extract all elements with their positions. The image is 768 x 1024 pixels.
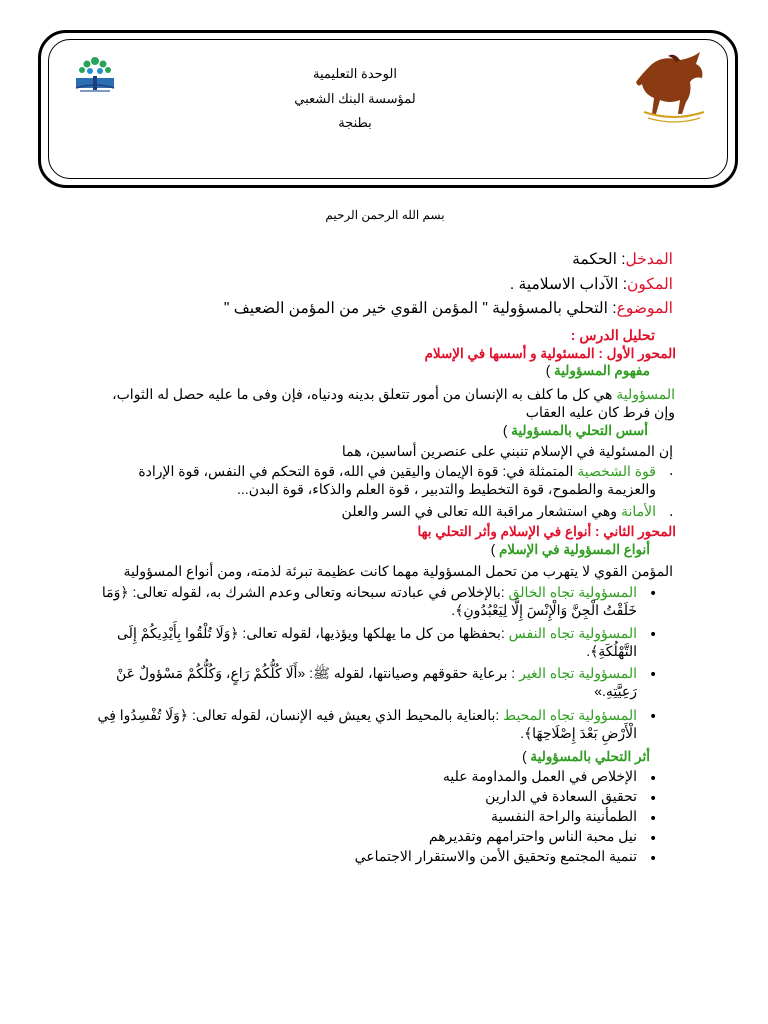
horse-emblem-logo: [634, 48, 714, 124]
type2-paragraph: [97, 624, 637, 660]
type1-paragraph: [97, 583, 637, 619]
effects-heading-text: أثر التحلي بالمسؤولية: [530, 749, 650, 764]
concept-paragraph: [75, 385, 675, 421]
strength-paragraph: [96, 462, 656, 498]
tree-book-logo: [72, 50, 118, 94]
effect-item: تنمية المجتمع وتحقيق الأمن والاستقرار الاجتماعي: [354, 848, 637, 864]
bases-intro: إن المسئولية في الإسلام تنبني على عنصرين أساسين، هما: [341, 443, 673, 459]
axis2-title: المحور الثاني : أنواع في الإسلام وأثر التحلي بها: [417, 524, 676, 539]
type1-text-2: خَلَقْتُ الْجِنَّ وَالْإِنْسَ إِلَّا لِيَعْبُدُونِ﴾.: [451, 602, 637, 618]
component-value: : الآداب الاسلامية .: [509, 276, 628, 293]
bases-heading-text: أسس التحلي بالمسؤولية: [511, 423, 648, 438]
bullet-dot: •: [649, 667, 658, 683]
types-heading: [491, 542, 650, 558]
bullet-dot: •: [649, 709, 658, 725]
strength-text-1: المتمثلة في: قوة الإيمان واليقين في الله، قوة التحكم في النفس، قوة الإرادة: [138, 463, 578, 479]
type4-paragraph: [97, 706, 637, 742]
header-inner-frame: [48, 39, 728, 179]
entry-value: : الحكمة: [572, 251, 626, 268]
institution-line-3: بطنجة: [338, 115, 372, 130]
bullet-dot: •: [649, 831, 658, 847]
trust-term: الأمانة: [620, 503, 656, 519]
entry-label: المدخل: [625, 251, 673, 268]
type2-term: المسؤولية تجاه النفس: [508, 625, 637, 641]
trust-text: وهي استشعار مراقبة الله تعالى في السر والعلن: [341, 503, 621, 519]
concept-text-1: هي كل ما كلف به الإنسان من أمور تتعلق بدينه ودنياه، فإن وفى ما عليه حصل له الثواب،: [112, 386, 617, 402]
type1-text-1: :بالإخلاص في عبادته سبحانه وتعالى وعدم الشرك به، لقوله تعالى: ﴿وَمَا: [101, 584, 509, 600]
effect-item: الإخلاص في العمل والمداومة عليه: [442, 768, 637, 784]
types-intro: المؤمن القوي لا يتهرب من تحمل المسؤولية مهما كانت عظيمة تبرئة لذمته، ومن أنواع المسؤولية: [123, 563, 673, 579]
effect-item: الطمأنينة والراحة النفسية: [490, 808, 637, 824]
bases-heading: [503, 423, 648, 439]
concept-heading-text: مفهوم المسؤولية: [554, 363, 650, 378]
type4-term: المسؤولية تجاه المحيط: [503, 707, 637, 723]
effects-heading-paren: ): [522, 749, 531, 764]
bullet-dot: .: [669, 504, 674, 520]
type1-term: المسؤولية تجاه الخالق: [508, 584, 637, 600]
type3-term: المسؤولية تجاه الغير: [519, 665, 637, 681]
institution-line-2: لمؤسسة البنك الشعبي: [294, 91, 416, 106]
header-frame: [38, 30, 738, 188]
bullet-dot: •: [649, 586, 658, 602]
effect-item: تحقيق السعادة في الدارين: [485, 788, 637, 804]
axis1-title: المحور الأول : المسئولية و أسسها في الإسلام: [424, 346, 676, 361]
institution-line-1: الوحدة التعليمية: [313, 66, 397, 81]
bullet-dot: •: [649, 771, 658, 787]
topic-value: : التحلي بالمسؤولية " المؤمن القوي خير من المؤمن الضعيف ": [223, 300, 617, 317]
type2-text-2: التَّهْلُكَةِ﴾.: [586, 643, 637, 659]
concept-heading: [546, 363, 650, 379]
effects-heading: [522, 749, 650, 765]
entry-line: [572, 250, 673, 269]
basmala: بسم الله الرحمن الرحيم: [325, 208, 445, 222]
type3-text-1: : برعاية حقوقهم وصيانتها، لقوله ﷺ: «أَلَا كُلُّكُمْ رَاعٍ، وَكُلُّكُمْ مَسْؤولٌ عَنْ: [115, 665, 520, 681]
bullet-dot: •: [649, 791, 658, 807]
concept-text-2: وإن فرط كان عليه العقاب: [525, 404, 675, 420]
type2-text-1: :بحفظها من كل ما يهلكها ويؤذيها، لقوله تعالى: ﴿وَلَا تُلْقُوا بِأَيْدِيكُمْ إِلَى: [117, 625, 509, 641]
type3-text-2: رَعِيَّتِهِ.»: [594, 683, 637, 699]
concept-term: المسؤولية: [616, 386, 675, 402]
bases-heading-paren: ): [502, 423, 512, 438]
trust-line: [342, 503, 656, 520]
type4-text-2: الْأَرْضِ بَعْدَ إِصْلَاحِهَا﴾.: [520, 725, 637, 741]
strength-text-2: والعزيمة والطموح، قوة التخطيط والتدبير ، قوة العلم والذكاء، قوة البدن...: [237, 481, 656, 497]
bullet-dot: .: [669, 463, 674, 479]
topic-line: [224, 299, 673, 318]
analysis-title: تحليل الدرس :: [570, 327, 655, 343]
strength-term: قوة الشخصية: [577, 463, 656, 479]
type4-text-1: :بالعناية بالمحيط الذي يعيش فيه الإنسان، لقوله تعالى: ﴿وَلَا تُفْسِدُوا فِي: [97, 707, 504, 723]
types-heading-text: أنواع المسؤولية في الإسلام: [498, 542, 650, 557]
bullet-dot: •: [649, 627, 658, 643]
type3-paragraph: [97, 664, 637, 700]
topic-label: الموضوع: [616, 300, 673, 317]
types-heading-paren: ): [490, 542, 499, 557]
component-label: المكون: [627, 276, 673, 293]
effect-item: نيل محبة الناس واحترامهم وتقديرهم: [428, 828, 637, 844]
concept-heading-paren: ): [545, 363, 554, 378]
component-line: [510, 275, 673, 294]
bullet-dot: •: [649, 851, 658, 867]
bullet-dot: •: [649, 811, 658, 827]
